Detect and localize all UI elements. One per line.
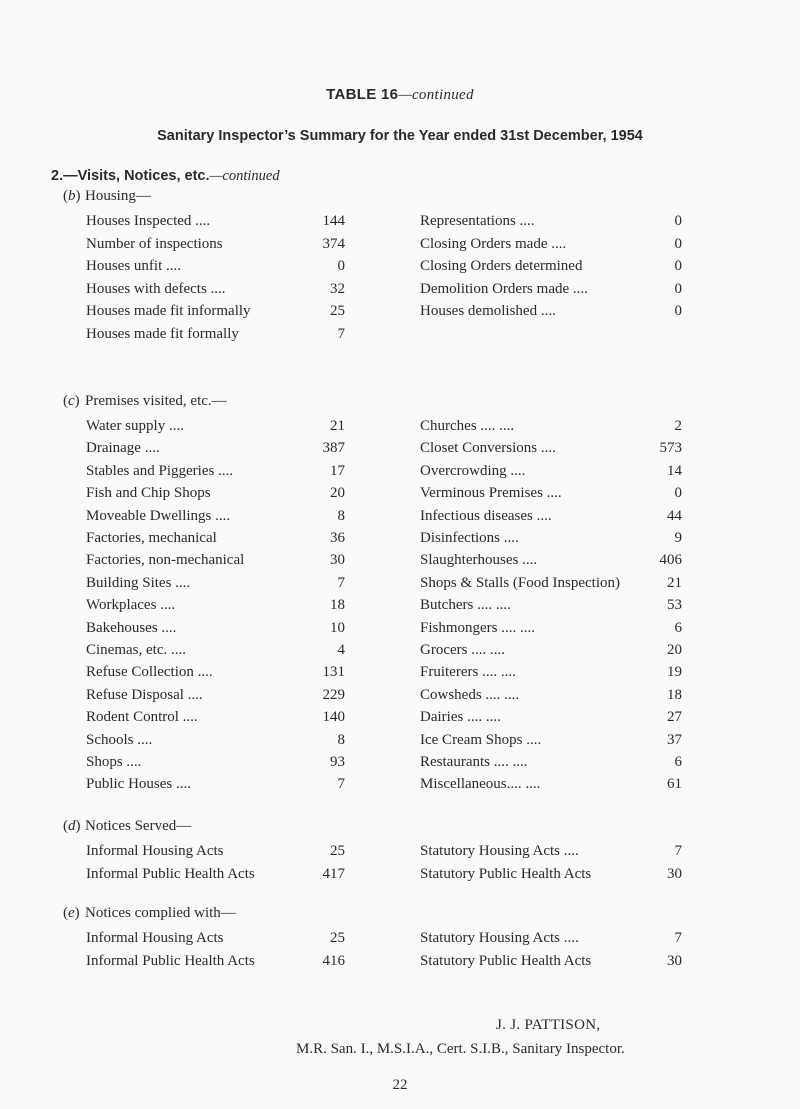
left-value: 131 — [322, 664, 345, 681]
right-label: Restaurants .... .... — [420, 754, 528, 770]
left-value: 21 — [330, 418, 345, 434]
left-value: 229 — [322, 686, 345, 703]
right-label: Closing Orders made .... — [420, 235, 567, 252]
right-label: Fruiterers .... .... — [420, 664, 516, 681]
left-value: 0 — [337, 258, 345, 274]
table-row — [0, 485, 800, 507]
table-row — [0, 597, 800, 619]
right-label: Statutory Public Health Acts — [420, 865, 592, 882]
left-label: Houses Inspected .... — [86, 213, 211, 229]
table-row — [0, 575, 800, 597]
right-label: Statutory Housing Acts .... — [420, 930, 579, 946]
right-value: 6 — [674, 619, 682, 636]
left-label: Workplaces .... — [86, 597, 176, 614]
left-label: Building Sites .... — [86, 574, 191, 591]
left-value: 36 — [330, 530, 345, 546]
table-row — [0, 953, 800, 975]
right-label: Ice Cream Shops .... — [420, 731, 542, 748]
right-label: Dairies .... .... — [420, 709, 501, 726]
left-value: 4 — [337, 642, 345, 658]
left-label: Refuse Collection .... — [86, 664, 213, 681]
table-row — [0, 843, 800, 865]
table-row — [0, 754, 800, 776]
table-row — [0, 552, 800, 574]
right-label: Butchers .... .... — [420, 597, 511, 614]
left-label: Houses made fit informally — [86, 303, 251, 319]
left-value: 25 — [330, 843, 345, 859]
left-value: 18 — [330, 597, 345, 614]
right-value: 9 — [674, 530, 682, 546]
left-value: 8 — [337, 507, 345, 524]
right-value: 20 — [667, 642, 682, 658]
right-label: Verminous Premises .... — [420, 485, 562, 502]
left-value: 7 — [337, 325, 345, 342]
table-row — [0, 930, 800, 952]
left-label: Houses made fit formally — [86, 325, 239, 342]
table-row — [0, 620, 800, 642]
right-value: 0 — [674, 485, 682, 502]
left-label: Moveable Dwellings .... — [86, 507, 231, 524]
left-value: 20 — [330, 485, 345, 502]
right-value: 37 — [667, 731, 682, 748]
left-value: 30 — [330, 552, 345, 569]
right-label: Miscellaneous.... .... — [420, 776, 541, 793]
right-value: 406 — [659, 552, 682, 569]
left-value: 374 — [322, 235, 345, 252]
left-label: Factories, mechanical — [86, 530, 217, 546]
table-row — [0, 281, 800, 303]
table-row — [0, 418, 800, 440]
table-row — [0, 530, 800, 552]
left-value: 417 — [322, 865, 345, 882]
right-label: Closet Conversions .... — [420, 440, 556, 457]
left-label: Cinemas, etc. .... — [86, 642, 186, 658]
left-label: Factories, non-mechanical — [86, 552, 245, 569]
right-label: Fishmongers .... .... — [420, 619, 536, 636]
right-value: 573 — [659, 440, 682, 457]
table-row — [0, 642, 800, 664]
left-label: Informal Public Health Acts — [86, 952, 255, 969]
table-row — [0, 303, 800, 325]
left-label: Informal Housing Acts — [86, 930, 224, 946]
left-label: Rodent Control .... — [86, 709, 198, 726]
left-label: Number of inspections — [86, 235, 223, 252]
right-label: Grocers .... .... — [420, 642, 505, 658]
left-label: Schools .... — [86, 731, 153, 748]
left-value: 93 — [330, 754, 345, 770]
left-value: 7 — [337, 574, 345, 591]
right-label: Disinfections .... — [420, 530, 519, 546]
right-value: 18 — [667, 686, 682, 703]
right-value: 53 — [667, 597, 682, 614]
left-value: 387 — [322, 440, 345, 457]
right-value: 6 — [674, 754, 682, 770]
left-value: 144 — [322, 213, 345, 229]
left-label: Fish and Chip Shops — [86, 485, 211, 502]
table-row — [0, 508, 800, 530]
right-value: 2 — [674, 418, 682, 434]
left-value: 25 — [330, 930, 345, 946]
section-heading: 2.—Visits, Notices, etc.—continued — [51, 168, 280, 184]
right-value: 0 — [674, 303, 682, 319]
left-label: Drainage .... — [86, 440, 160, 457]
right-value: 21 — [667, 574, 682, 591]
right-value: 14 — [667, 462, 682, 479]
table-row — [0, 213, 800, 235]
right-label: Overcrowding .... — [420, 462, 526, 479]
right-value: 61 — [667, 776, 682, 793]
right-value: 27 — [667, 709, 682, 726]
left-label: Water supply .... — [86, 418, 184, 434]
report-subtitle: Sanitary Inspector’s Summary for the Year ended 31st December, 1954 — [157, 128, 643, 144]
table-title: TABLE 16—continued — [326, 86, 474, 103]
table-row — [0, 463, 800, 485]
table-row — [0, 866, 800, 888]
right-label: Statutory Housing Acts .... — [420, 843, 579, 859]
right-value: 7 — [674, 930, 682, 946]
left-label: Informal Housing Acts — [86, 843, 224, 859]
right-label: Cowsheds .... .... — [420, 686, 520, 703]
right-label: Closing Orders determined — [420, 258, 583, 274]
left-value: 140 — [322, 709, 345, 726]
right-label: Houses demolished .... — [420, 303, 556, 319]
page-number: 22 — [392, 1077, 408, 1093]
right-value: 30 — [667, 952, 682, 969]
left-value: 32 — [330, 280, 345, 297]
left-label: Houses unfit .... — [86, 258, 181, 274]
table-row — [0, 709, 800, 731]
signatory-credentials: M.R. San. I., M.S.I.A., Cert. S.I.B., Sanitary Inspector. — [296, 1041, 625, 1057]
right-value: 0 — [674, 258, 682, 274]
table-row — [0, 776, 800, 798]
left-label: Informal Public Health Acts — [86, 865, 255, 882]
right-value: 44 — [667, 507, 682, 524]
right-value: 0 — [674, 280, 682, 297]
left-label: Public Houses .... — [86, 776, 191, 793]
left-value: 17 — [330, 462, 345, 479]
table-row — [0, 664, 800, 686]
right-label: Demolition Orders made .... — [420, 280, 588, 297]
left-label: Shops .... — [86, 754, 142, 770]
left-value: 8 — [337, 731, 345, 748]
right-value: 30 — [667, 865, 682, 882]
table-row — [0, 440, 800, 462]
right-label: Representations .... — [420, 213, 535, 229]
right-label: Statutory Public Health Acts — [420, 952, 592, 969]
right-value: 0 — [674, 213, 682, 229]
left-value: 7 — [337, 776, 345, 793]
right-label: Slaughterhouses .... — [420, 552, 538, 569]
left-label: Bakehouses .... — [86, 619, 177, 636]
left-value: 10 — [330, 619, 345, 636]
right-value: 0 — [674, 235, 682, 252]
left-value: 416 — [322, 952, 345, 969]
right-label: Churches .... .... — [420, 418, 515, 434]
table-row — [0, 236, 800, 258]
table-row — [0, 326, 800, 348]
right-value: 7 — [674, 843, 682, 859]
signatory-name: J. J. PATTISON, — [496, 1017, 601, 1033]
left-value: 25 — [330, 303, 345, 319]
left-label: Houses with defects .... — [86, 280, 226, 297]
table-row — [0, 732, 800, 754]
left-label: Stables and Piggeries .... — [86, 462, 234, 479]
right-label: Infectious diseases .... — [420, 507, 552, 524]
right-label: Shops & Stalls (Food Inspection) — [420, 574, 621, 591]
table-row — [0, 687, 800, 709]
table-row — [0, 258, 800, 280]
left-label: Refuse Disposal .... — [86, 686, 203, 703]
right-value: 19 — [667, 664, 682, 681]
